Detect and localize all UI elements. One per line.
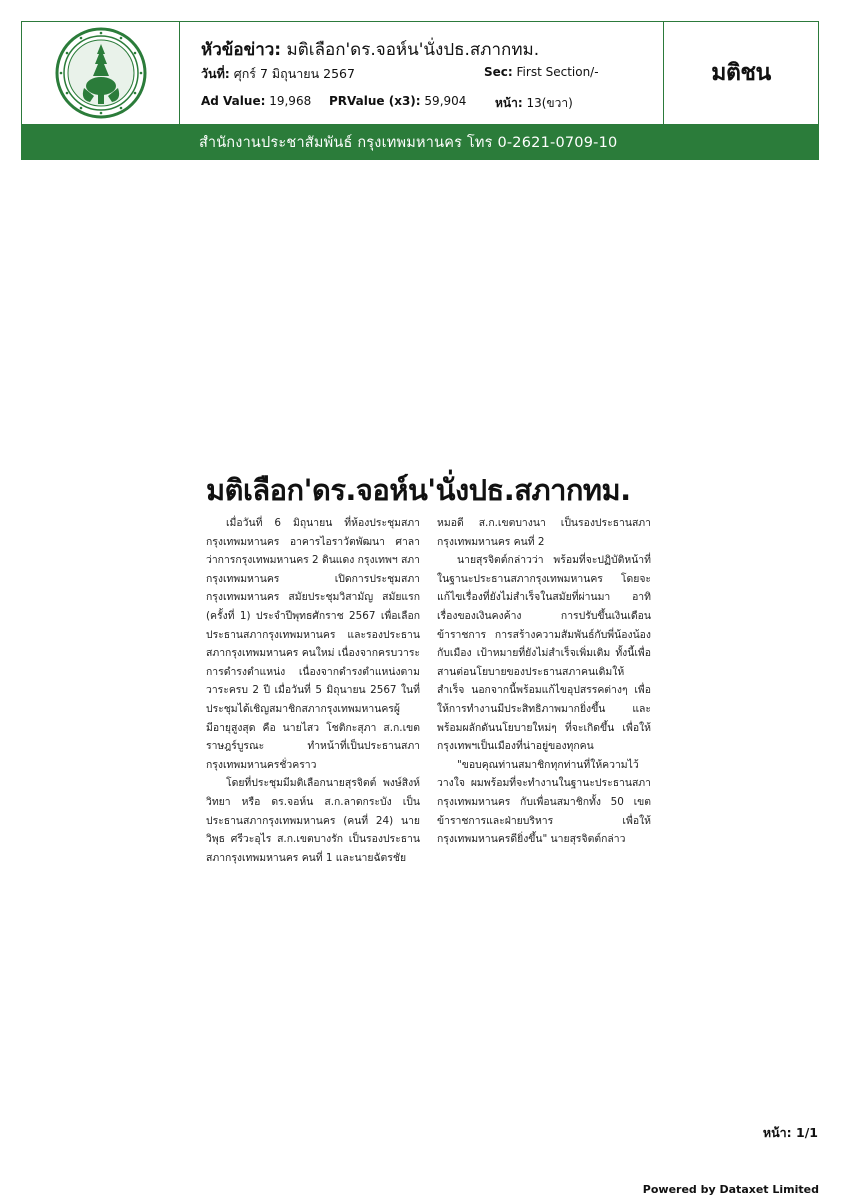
news-article	[206, 470, 651, 867]
contact-bar	[21, 125, 819, 160]
headline-row	[201, 36, 539, 63]
powered-by: Powered by Dataxet Limited	[642, 1183, 819, 1196]
article-columns	[206, 514, 651, 867]
title-label: หัวข้อข่าว:	[201, 40, 282, 60]
page-count: หน้า: 1/1	[762, 1125, 818, 1140]
publication-name: มติชน	[711, 60, 771, 86]
paragraph: นายสุรจิตต์กล่าวว่า พร้อมที่จะปฏิบัติหน้าที่ในฐานะประธานสภากรุงเทพมหานคร โดยจะแก้ไขเรื่องที่ยังไม่สำเร็จในสมัยที่ผ่านมา อาทิ เรื่องของเงินคงค้าง การปรับขึ้นเงินเดือนข้าราชการ การสร้างความสัมพันธ์กับพี่น้องน้องกับเมือง เป้าหมายที่ยังไม่สำเร็จเพิ่มเติม ทั้งนี้เพื่อสานต่อนโยบายของประธานสภาคนเดิมให้สำเร็จ นอกจากนี้พร้อมแก้ไขอุปสรรคต่างๆ เพื่อให้การทำงานมีประสิทธิภาพมากยิ่งขึ้น และพร้อมผลักดันนโยบายใหม่ๆ ที่จะเกิดขึ้น เพื่อให้กรุงเทพฯเป็นเมืองที่น่าอยู่ของทุกคน	[437, 554, 651, 753]
article-headline: มติเลือก'ดร.จอห์น'นั่งปธ.สภากทม.	[206, 473, 631, 507]
paragraph: "ขอบคุณท่านสมาชิกทุกท่านที่ให้ความไว้วางใจ ผมพร้อมที่จะทำงานในฐานะประธานสภากรุงเทพมหานคร กับเพื่อนสมาชิกทั้ง 50 เขต ข้าราชการและฝ่ายบริหาร เพื่อให้กรุงเทพมหานครดียิ่งขึ้น" นายสุรจิตต์กล่าว	[437, 758, 651, 846]
page-row	[495, 94, 573, 113]
pr-value-row	[329, 94, 466, 108]
clipping-info	[179, 22, 664, 124]
ad-value-row	[201, 94, 311, 108]
section-row	[484, 65, 599, 79]
bangkok-seal-icon	[54, 26, 148, 120]
logo-cell	[22, 22, 180, 124]
article-column-right	[437, 514, 651, 867]
sec-label: Sec:	[484, 65, 513, 79]
ad-value: 19,968	[269, 94, 312, 108]
title-value: มติเลือก'ดร.จอห์น'นั่งปธ.สภากทม.	[286, 40, 540, 60]
page-label: หน้า:	[495, 96, 523, 110]
date-label: วันที่:	[201, 66, 230, 81]
sec-value: First Section/-	[516, 65, 599, 79]
clipping-header	[21, 21, 819, 125]
contact-bar-text: สำนักงานประชาสัมพันธ์ กรุงเทพมหานคร โทร 0-2621-0709-10	[199, 135, 618, 151]
paragraph: เมื่อวันที่ 6 มิถุนายน ที่ห้องประชุมสภากรุงเทพมหานคร อาคารไอราวัตพัฒนา ศาลาว่าการกรุงเทพมหานคร 2 ดินแดง กรุงเทพฯ สภากรุงเทพมหานคร เปิดการประชุมสภากรุงเทพมหานคร สมัยประชุมวิสามัญ สมัยแรก (ครั้งที่ 1) ประจำปีพุทธศักราช 2567 เพื่อเลือกประธานสภากรุงเทพมหานคร และรองประธานสภากรุงเทพมหานคร คนใหม่ เนื่องจากครบวาระการดำรงตำแหน่ง เนื่องจากดำรงตำแหน่งตามวาระครบ 2 ปี เมื่อวันที่ 5 มิถุนายน 2567 ในที่ประชุมได้เชิญสมาชิกสภากรุงเทพมหานครผู้มีอายุสูงสุด คือ นายไสว โชติกะสุภา ส.ก.เขตราษฎร์บูรณะ ทำหน้าที่เป็นประธานสภากรุงเทพมหานครชั่วคราว	[206, 517, 420, 771]
article-column-left	[206, 514, 420, 867]
pr-value: 59,904	[424, 94, 467, 108]
date-row	[201, 64, 355, 84]
page-value: 13(ขวา)	[526, 96, 573, 110]
pr-label: PRValue (x3):	[329, 94, 421, 108]
ad-label: Ad Value:	[201, 94, 266, 108]
publication-cell	[664, 22, 818, 124]
paragraph: หมอดี ส.ก.เขตบางนา เป็นรองประธานสภากรุงเทพมหานคร คนที่ 2	[437, 517, 651, 548]
paragraph: โดยที่ประชุมมีมติเลือกนายสุรจิตต์ พงษ์สิงห์วิทยา หรือ ดร.จอห์น ส.ก.ลาดกระบัง เป็นประธานสภากรุงเทพมหานคร (คนที่ 24) นายวิพุธ ศรีวะอุไร ส.ก.เขตบางรัก เป็นรองประธานสภากรุงเทพมหานคร คนที่ 1 และนายฉัตรชัย	[206, 777, 420, 864]
date-value: ศุกร์ 7 มิถุนายน 2567	[233, 66, 355, 81]
